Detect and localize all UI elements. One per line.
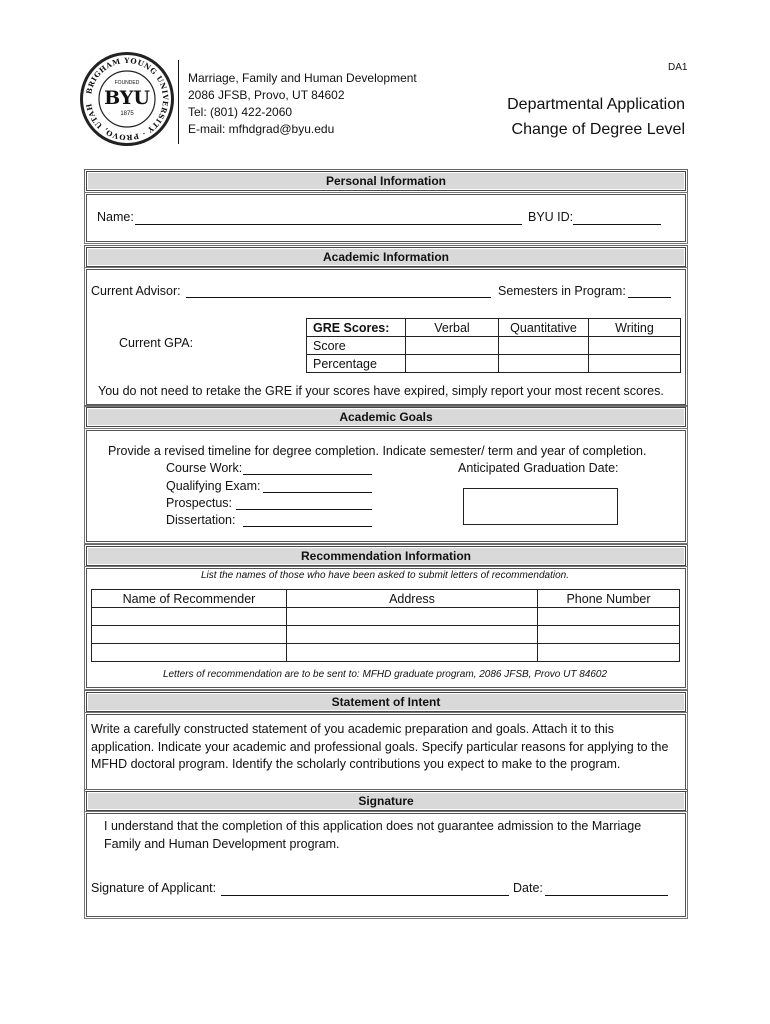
section-heading-recommendation: Recommendation Information — [86, 546, 686, 566]
gre-writing-percentage[interactable] — [589, 355, 681, 373]
section-heading-intent: Statement of Intent — [86, 692, 686, 712]
table-row — [92, 608, 680, 626]
dissertation-field[interactable] — [243, 526, 372, 527]
gpa-label: Current GPA: — [119, 336, 194, 350]
address-line: Marriage, Family and Human Development — [188, 71, 417, 85]
prospectus-field[interactable] — [236, 509, 372, 510]
seal-year: 1875 — [120, 111, 134, 117]
gre-writing-score[interactable] — [589, 337, 681, 355]
recommender-name-cell[interactable] — [92, 608, 287, 626]
byu-seal-logo — [80, 52, 174, 146]
name-label: Name: — [97, 210, 134, 224]
intent-text — [91, 721, 668, 774]
applicant-signature-label: Signature of Applicant: — [91, 881, 217, 895]
recommenders-table — [91, 589, 680, 662]
prospectus-label: Prospectus: — [166, 496, 233, 510]
gre-verbal-score[interactable] — [406, 337, 499, 355]
byu-id-label: BYU ID: — [528, 210, 574, 224]
gre-row-score: Score — [307, 337, 406, 355]
course-work-label: Course Work: — [166, 461, 243, 475]
signature-line: Family and Human Development program. — [104, 836, 340, 851]
recommender-address-cell[interactable] — [287, 608, 538, 626]
section-heading-academic: Academic Information — [86, 247, 686, 267]
intent-line: Write a carefully constructed statement of you academic preparation and goals. Attach it to this — [91, 722, 614, 736]
semesters-field[interactable] — [628, 297, 671, 298]
recommender-name-cell[interactable] — [92, 644, 287, 662]
gre-col-writing: Writing — [589, 319, 681, 337]
intent-line: application. Indicate your academic and professional goals. Specify particular reasons for applying to the — [91, 739, 669, 754]
applicant-signature-field[interactable] — [221, 895, 509, 896]
gre-scores-table — [306, 318, 681, 373]
table-row — [92, 626, 680, 644]
section-heading-signature: Signature — [86, 791, 686, 811]
col-recommender-address: Address — [287, 590, 538, 608]
graduation-date-label: Anticipated Graduation Date: — [458, 461, 619, 475]
section-heading-personal: Personal Information — [86, 171, 686, 191]
semesters-label: Semesters in Program: — [498, 284, 626, 298]
name-field[interactable] — [135, 224, 522, 225]
advisor-label: Current Advisor: — [91, 284, 181, 298]
recommender-phone-cell[interactable] — [538, 608, 680, 626]
gre-note: You do not need to retake the GRE if your scores have expired, simply report your most recent scores. — [98, 384, 664, 398]
advisor-field[interactable] — [186, 297, 491, 298]
form-title — [507, 92, 685, 142]
signature-line: I understand that the completion of this application does not guarantee admission to the Marriage — [104, 819, 642, 833]
address-line: E-mail: mfhdgrad@byu.edu — [188, 122, 335, 136]
qualifying-exam-label: Qualifying Exam: — [166, 479, 261, 493]
recommender-address-cell[interactable] — [287, 626, 538, 644]
gre-quant-percentage[interactable] — [499, 355, 589, 373]
gre-col-verbal: Verbal — [406, 319, 499, 337]
col-recommender-phone: Phone Number — [538, 590, 680, 608]
address-line: Tel: (801) 422-2060 — [188, 105, 293, 119]
intent-line: MFHD doctoral program. Identify the scholarly contributions you expect to make to the program. — [91, 757, 621, 771]
section-heading-goals: Academic Goals — [86, 407, 686, 427]
recommendation-instruction: List the names of those who have been asked to submit letters of recommendation. — [201, 570, 569, 581]
recommendation-footer: Letters of recommendation are to be sent to: MFHD graduate program, 2086 JFSB, Provo UT 84602 — [162, 669, 608, 680]
recommender-phone-cell[interactable] — [538, 626, 680, 644]
table-row — [92, 644, 680, 662]
qualifying-exam-field[interactable] — [263, 492, 372, 493]
date-label: Date: — [513, 881, 543, 895]
seal-ring-text: BRIGHAM YOUNG UNIVERSITY · PROVO, UTAH — [84, 55, 171, 143]
form-code: DA1 — [668, 62, 688, 73]
title-line-1: Departmental Application — [507, 96, 685, 113]
gre-quant-score[interactable] — [499, 337, 589, 355]
dept-address — [188, 70, 417, 138]
header-divider — [178, 60, 179, 144]
date-field[interactable] — [545, 895, 668, 896]
recommender-phone-cell[interactable] — [538, 644, 680, 662]
signature-text — [104, 818, 641, 853]
gre-verbal-percentage[interactable] — [406, 355, 499, 373]
gre-header: GRE Scores: — [307, 319, 406, 337]
recommender-name-cell[interactable] — [92, 626, 287, 644]
seal-byu-text: BYU — [104, 87, 150, 109]
seal-founded: FOUNDED — [114, 80, 140, 86]
goals-intro: Provide a revised timeline for degree completion. Indicate semester/ term and year of completion. — [108, 444, 647, 458]
address-line: 2086 JFSB, Provo, UT 84602 — [188, 88, 345, 102]
title-line-2: Change of Degree Level — [511, 121, 685, 138]
recommender-address-cell[interactable] — [287, 644, 538, 662]
graduation-date-box[interactable] — [463, 488, 618, 525]
section-box-personal — [86, 194, 686, 242]
dissertation-label: Dissertation: — [166, 513, 236, 527]
byu-id-field[interactable] — [573, 224, 661, 225]
col-recommender-name: Name of Recommender — [92, 590, 287, 608]
gre-col-quantitative: Quantitative — [499, 319, 589, 337]
course-work-field[interactable] — [243, 474, 372, 475]
gre-row-percentage: Percentage — [307, 355, 406, 373]
